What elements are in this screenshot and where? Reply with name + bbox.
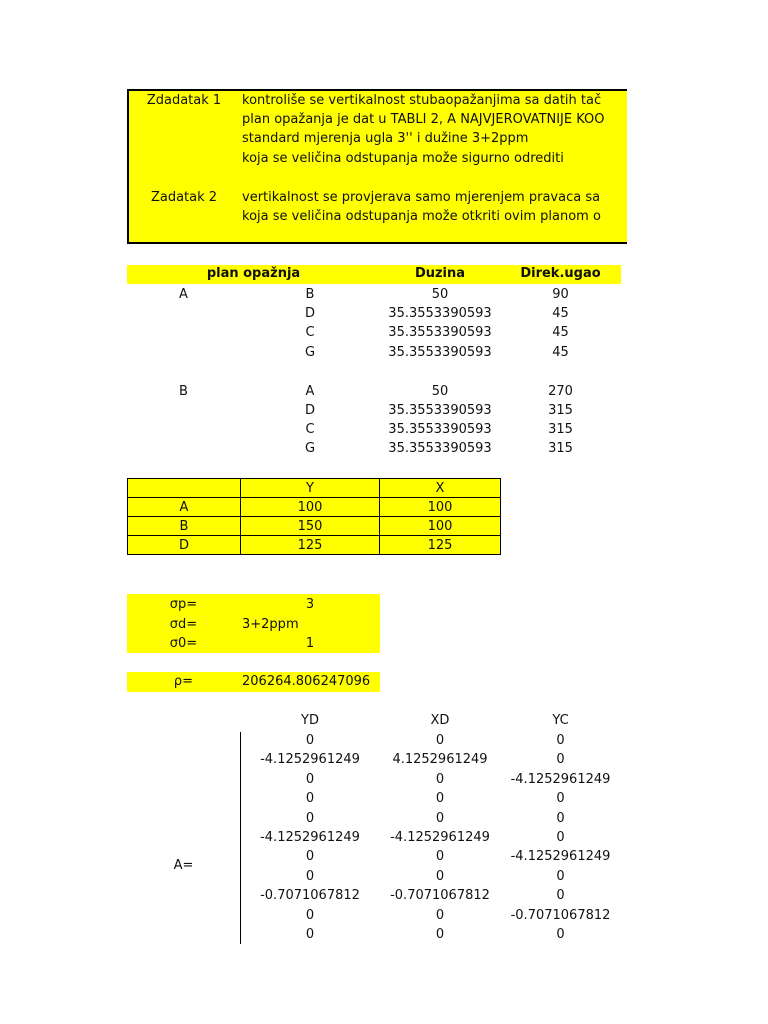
matrix-yd-value: -4.1252961249	[260, 752, 360, 768]
rho-value: 206264.806247096	[242, 674, 371, 689]
matrix-yd-value: 0	[305, 733, 315, 748]
duzina-value: 35.3553390593	[388, 403, 492, 418]
task1-line: koja se veličina odstupanja može sigurno odrediti	[242, 151, 564, 166]
y-value: 100	[241, 498, 380, 517]
task1-line: plan opažanja je dat u TABLI 2, A NAJVJEROVATNIJE KOO	[242, 112, 605, 127]
table-row	[128, 517, 501, 536]
station-label: A	[179, 287, 188, 302]
matrix-header-yc: YC	[552, 713, 569, 728]
task1-label: Zdadatak 1	[146, 93, 222, 108]
target-label: G	[304, 441, 316, 456]
duzina-value: 35.3553390593	[388, 345, 492, 360]
target-label: C	[305, 325, 315, 340]
matrix-yc-value: 0	[556, 810, 565, 826]
table-header-cell: X	[380, 479, 501, 498]
sigma-zero-value: 1	[305, 636, 315, 651]
table-header-row	[128, 479, 501, 498]
y-value: 150	[241, 517, 380, 536]
target-label: B	[305, 287, 315, 302]
target-label: D	[304, 306, 315, 321]
task2-line: koja se veličina odstupanja može otkriti ovim planom o	[242, 209, 601, 224]
matrix-yc-value: 0	[556, 752, 565, 768]
station-label: B	[179, 384, 188, 399]
x-value: 125	[380, 536, 501, 555]
direk-value: 45	[552, 306, 569, 321]
direk-value: 315	[548, 403, 573, 418]
target-label: D	[304, 403, 315, 418]
matrix-yc-value: 0	[556, 830, 565, 845]
duzina-header: Duzina	[414, 266, 466, 281]
point-name: A	[128, 498, 241, 517]
matrix-xd-value: 0	[435, 791, 445, 807]
point-name: B	[128, 517, 241, 536]
matrix-yd-value: 0	[305, 771, 315, 787]
matrix-bracket	[240, 732, 241, 944]
matrix-header-yd: YD	[301, 713, 319, 728]
direk-value: 315	[548, 422, 573, 437]
matrix-yc-value: 0	[556, 868, 565, 884]
matrix-yd-value: -0.7071067812	[260, 888, 360, 904]
matrix-yd-value: 0	[305, 849, 315, 865]
target-label: G	[304, 345, 316, 360]
rho-label: ρ=	[173, 674, 194, 689]
direk-value: 45	[552, 345, 569, 360]
matrix-xd-value: 4.1252961249	[392, 752, 488, 768]
matrix-yc-value: -0.7071067812	[510, 907, 611, 923]
matrix-xd-value: 0	[435, 733, 445, 748]
matrix-header-xd: XD	[430, 713, 450, 728]
matrix-yd-value: 0	[305, 927, 315, 942]
x-value: 100	[380, 517, 501, 536]
matrix-yd-value: 0	[305, 907, 315, 923]
matrix-yc-value: 0	[556, 927, 565, 942]
x-value: 100	[380, 498, 501, 517]
matrix-xd-value: 0	[435, 927, 445, 942]
direk-value: 270	[548, 384, 573, 399]
matrix-xd-value: 0	[435, 868, 445, 884]
sigma-zero-label: σ0=	[169, 636, 198, 651]
sigma-d-value: 3+2ppm	[242, 617, 299, 632]
matrix-xd-value: 0	[435, 907, 445, 923]
target-label: A	[305, 384, 315, 399]
point-name: D	[128, 536, 241, 555]
duzina-value: 35.3553390593	[388, 325, 492, 340]
sigma-p-value: 3	[305, 597, 315, 612]
coordinates-table	[127, 478, 501, 555]
matrix-xd-value: 0	[435, 810, 445, 826]
task1-line: standard mjerenja ugla 3'' i dužine 3+2ppm	[242, 131, 529, 146]
matrix-xd-value: 0	[435, 849, 445, 865]
task2-line: vertikalnost se provjerava samo mjerenjem pravaca sa	[242, 190, 601, 205]
target-label: C	[305, 422, 315, 437]
matrix-label: A=	[173, 858, 194, 873]
matrix-yc-value: 0	[556, 888, 565, 904]
duzina-value: 35.3553390593	[388, 306, 492, 321]
y-value: 125	[241, 536, 380, 555]
duzina-value: 35.3553390593	[388, 422, 492, 437]
matrix-xd-value: -4.1252961249	[390, 830, 490, 845]
table-header-cell: Y	[241, 479, 380, 498]
duzina-value: 50	[431, 384, 449, 399]
plan-header: plan opažnja	[206, 266, 301, 281]
task-box	[127, 89, 627, 244]
matrix-yc-value: 0	[556, 791, 565, 807]
direk-header: Direk.ugao	[520, 266, 601, 281]
matrix-yd-value: 0	[305, 868, 315, 884]
matrix-xd-value: 0	[435, 771, 445, 787]
direk-value: 90	[552, 287, 569, 302]
matrix-xd-value: -0.7071067812	[390, 888, 490, 904]
direk-value: 315	[548, 441, 573, 456]
matrix-yd-value: 0	[305, 810, 315, 826]
matrix-yd-value: -4.1252961249	[260, 830, 360, 845]
table-row	[128, 498, 501, 517]
matrix-yd-value: 0	[305, 791, 315, 807]
matrix-yc-value: -4.1252961249	[510, 849, 611, 865]
duzina-value: 35.3553390593	[388, 441, 492, 456]
table-header-cell	[128, 479, 241, 498]
sigma-d-label: σd=	[169, 617, 198, 632]
direk-value: 45	[552, 325, 569, 340]
sigma-p-label: σp=	[169, 597, 198, 612]
task1-line: kontroliše se vertikalnost stubaopažanjima sa datih tač	[242, 93, 602, 108]
duzina-value: 50	[431, 287, 449, 302]
matrix-yc-value: 0	[556, 733, 565, 748]
task2-label: Zadatak 2	[150, 190, 218, 205]
matrix-yc-value: -4.1252961249	[510, 771, 611, 787]
table-row	[128, 536, 501, 555]
